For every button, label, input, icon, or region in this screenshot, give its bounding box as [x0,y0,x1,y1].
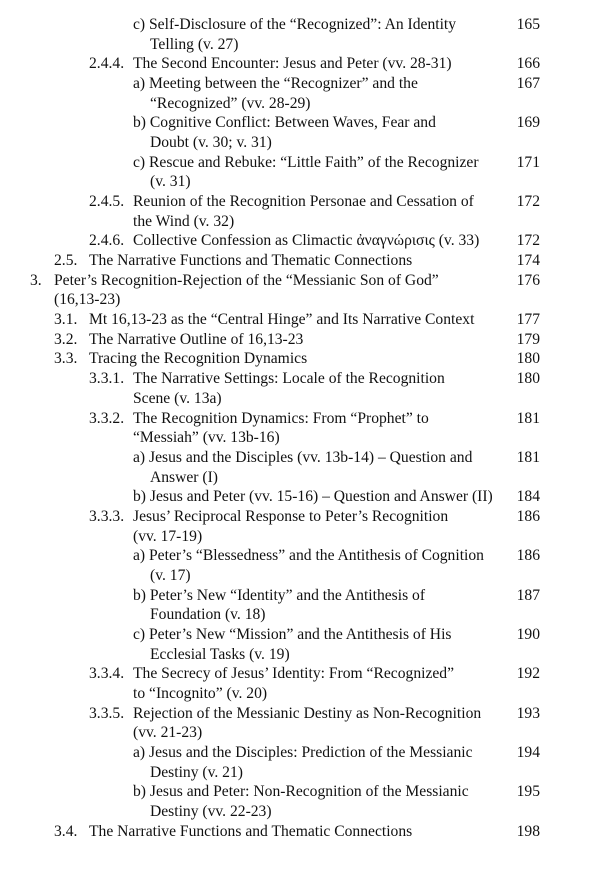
toc-title: The Second Encounter: Jesus and Peter (vv. 28-31) [133,55,452,72]
toc-page-number: 176 [516,272,540,289]
toc-line [0,349,600,369]
toc-title: Scene (v. 13a) [133,390,222,407]
toc-line [0,723,600,743]
toc-number: 2.4.6. [89,232,125,249]
toc-page-number: 190 [516,626,540,643]
toc-line [0,448,600,468]
toc-line [0,605,600,625]
toc-number: 3.4. [54,823,78,840]
toc-line [0,369,600,389]
toc-line [0,566,600,586]
toc-title: Peter’s Recognition-Rejection of the “Messianic Son of God” [54,272,439,289]
toc-page-number: 171 [516,154,540,171]
toc-page-number: 186 [516,547,540,564]
toc-title: b) Cognitive Conflict: Between Waves, Fear and [133,114,436,131]
toc-line [0,231,600,251]
toc-page-number: 194 [516,744,540,761]
toc-title: (v. 17) [150,567,191,584]
toc-line [0,586,600,606]
toc-line [0,802,600,822]
toc-page-number: 174 [516,252,540,269]
toc-line [0,94,600,114]
toc-line [0,527,600,547]
toc-page-number: 193 [516,705,540,722]
toc-line [0,153,600,173]
toc-title: a) Peter’s “Blessedness” and the Antithesis of Cognition [133,547,484,564]
toc-number: 3.3.2. [89,410,125,427]
toc-page-number: 180 [516,370,540,387]
toc-line [0,428,600,448]
toc-line [0,625,600,645]
toc-title: “Messiah” (vv. 13b-16) [133,429,280,446]
toc-line [0,172,600,192]
toc-title: b) Peter’s New “Identity” and the Antithesis of [133,587,426,604]
toc-line [0,684,600,704]
toc-number: 3.1. [54,311,78,328]
toc-line [0,664,600,684]
toc-line [0,35,600,55]
toc-line [0,389,600,409]
toc-title: (16,13-23) [54,291,121,308]
toc-number: 2.4.4. [89,55,125,72]
toc-number: 2.4.5. [89,193,125,210]
toc-line [0,704,600,724]
toc-title: Mt 16,13-23 as the “Central Hinge” and Its Narrative Context [89,311,475,328]
toc-title: Telling (v. 27) [150,36,239,53]
toc-title: Reunion of the Recognition Personae and Cessation of [133,193,474,210]
toc-title: The Secrecy of Jesus’ Identity: From “Recognized” [133,665,455,682]
toc-title: Collective Confession as Climactic ἀναγνώρισις (v. 33) [133,232,480,249]
toc-line [0,212,600,232]
toc-line [0,133,600,153]
toc-line [0,113,600,133]
toc-line [0,645,600,665]
toc-title: Jesus’ Reciprocal Response to Peter’s Recognition [133,508,449,525]
toc-number: 3.3.4. [89,665,125,682]
toc-title: c) Peter’s New “Mission” and the Antithesis of His [133,626,452,643]
toc-title: b) Jesus and Peter (vv. 15-16) – Question and Answer (II) [133,488,493,505]
toc-title: Destiny (vv. 22-23) [150,803,272,820]
toc-title: (v. 31) [150,173,191,190]
toc-line [0,546,600,566]
toc-line [0,743,600,763]
toc-title: c) Self-Disclosure of the “Recognized”: An Identity [133,16,457,33]
toc-page-number: 186 [516,508,540,525]
toc-page-number: 179 [516,331,540,348]
toc-number: 3.3.5. [89,705,125,722]
toc-line [0,409,600,429]
toc-line [0,310,600,330]
toc-number: 3. [30,272,42,289]
toc-number: 3.2. [54,331,78,348]
toc-line [0,468,600,488]
toc-page-number: 181 [516,410,540,427]
toc-page-number: 180 [516,350,540,367]
toc-line [0,54,600,74]
toc-title: “Recognized” (vv. 28-29) [150,95,311,112]
toc-title: The Narrative Functions and Thematic Connections [89,252,413,269]
toc-title: c) Rescue and Rebuke: “Little Faith” of the Recognizer [133,154,479,171]
toc-title: The Narrative Functions and Thematic Connections [89,823,413,840]
toc-number: 3.3.3. [89,508,125,525]
toc-title: Foundation (v. 18) [150,606,266,623]
toc-page-number: 177 [516,311,540,328]
toc-number: 2.5. [54,252,78,269]
toc-page-number: 165 [516,16,540,33]
toc-title: Ecclesial Tasks (v. 19) [150,646,290,663]
toc-title: to “Incognito” (v. 20) [133,685,268,702]
toc-page-number: 198 [516,823,540,840]
toc-line [0,74,600,94]
toc-line [0,290,600,310]
toc-page-number: 172 [516,193,540,210]
toc-line [0,782,600,802]
toc-title: The Recognition Dynamics: From “Prophet” to [133,410,429,427]
toc-page-number: 181 [516,449,540,466]
toc-line [0,763,600,783]
toc-title: a) Meeting between the “Recognizer” and the [133,75,418,92]
toc-page-number: 192 [516,665,540,682]
toc-line [0,15,600,35]
toc-line [0,251,600,271]
toc-page-number: 169 [516,114,540,131]
toc-title: Rejection of the Messianic Destiny as Non-Recognition [133,705,482,722]
toc-page-number: 166 [516,55,540,72]
toc-title: (vv. 17-19) [133,528,203,545]
toc-title: the Wind (v. 32) [133,213,235,230]
toc-line [0,192,600,212]
toc-title: The Narrative Outline of 16,13-23 [89,331,304,348]
toc-title: Answer (I) [150,469,218,486]
toc-page-number: 184 [516,488,540,505]
toc-title: Tracing the Recognition Dynamics [89,350,308,367]
toc-line [0,330,600,350]
toc-title: The Narrative Settings: Locale of the Recognition [133,370,445,387]
toc-page-number: 187 [516,587,540,604]
toc-title: Doubt (v. 30; v. 31) [150,134,272,151]
toc-line [0,822,600,842]
toc-number: 3.3.1. [89,370,125,387]
toc-page-number: 167 [516,75,540,92]
toc-title: a) Jesus and the Disciples: Prediction of the Messianic [133,744,473,761]
toc-title: (vv. 21-23) [133,724,203,741]
toc-title: b) Jesus and Peter: Non-Recognition of the Messianic [133,783,469,800]
toc-line [0,271,600,291]
toc-number: 3.3. [54,350,78,367]
toc-title: a) Jesus and the Disciples (vv. 13b-14) – Question and [133,449,473,466]
toc-line [0,487,600,507]
toc-title: Destiny (v. 21) [150,764,243,781]
toc-page-number: 195 [516,783,540,800]
toc-page-number: 172 [516,232,540,249]
toc-line [0,507,600,527]
